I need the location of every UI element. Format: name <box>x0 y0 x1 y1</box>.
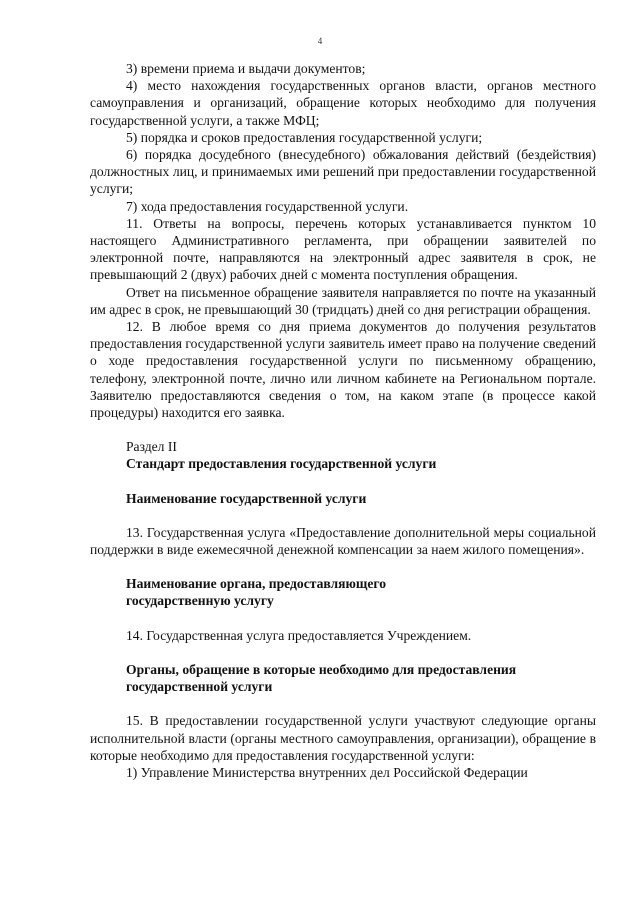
list-item-3: 3) времени приема и выдачи документов; <box>126 61 366 76</box>
heading-organs-line-2: государственной услуги <box>126 679 273 695</box>
heading-organs-line-1: Органы, обращение в которые необходимо для предоставления <box>126 661 517 677</box>
paragraph-14: 14. Государственная услуга предоставляется Учреждением. <box>126 627 472 643</box>
list-item-5: 5) порядка и сроков предоставления государственной услуги; <box>126 129 483 145</box>
paragraph-15-item-1: 1) Управление Министерства внутренних дел Российской Федерации <box>126 764 528 780</box>
section-title: Стандарт предоставления государственной услуги <box>126 456 437 472</box>
paragraph-15: 15. В предоставлении государственной услуги участвуют следующие органы исполнительной власти (органы местного самоуправления, организации), обращение в которые необходимо для предоставления государственной услуги: <box>90 713 596 763</box>
paragraph-11-reply: Ответ на письменное обращение заявителя направляется по почте на указанный им адрес в срок, не превышающий 30 (тридцать) дней со дня регистрации обращения. <box>90 284 596 317</box>
page-number: 4 <box>317 36 323 46</box>
list-item-6: 6) порядка досудебного (внесудебного) обжалования действий (бездействия) должностных лиц, и принимаемых ими решений при предоставлении государственной услуги; <box>90 147 596 197</box>
paragraph-11: 11. Ответы на вопросы, перечень которых устанавливается пунктом 10 настоящего Административного регламента, при обращении заявителей по электронной почте, направляются на электронный адрес заявителя в срок, не превышающий 2 (двух) рабочих дней с момента поступления обращения. <box>90 215 596 283</box>
heading-organ-line-1: Наименование органа, предоставляющего <box>126 576 387 592</box>
section-label: Раздел II <box>126 439 177 455</box>
paragraph-12: 12. В любое время со дня приема документов до получения результатов предоставления государственной услуги заявитель имеет право на получение сведений о ходе предоставления государственной услуги по письменному обращению, телефону, электронной почте, лично или личном кабинете на Региональном портале. Заявителю предоставляются сведения о том, на каком этапе (в процессе какой процедуры) находится его заявка. <box>90 319 596 421</box>
heading-service-name: Наименование государственной услуги <box>126 490 367 506</box>
heading-organ-line-2: государственную услугу <box>126 593 274 609</box>
list-item-4: 4) место нахождения государственных органов власти, органов местного самоуправления и организаций, обращение которых необходимо для получения государственной услуги, а также МФЦ; <box>90 78 596 128</box>
paragraph-13: 13. Государственная услуга «Предоставление дополнительной меры социальной поддержки в виде ежемесячной денежной компенсации за наем жилого помещения». <box>90 524 596 558</box>
list-item-7: 7) хода предоставления государственной услуги. <box>126 198 409 214</box>
document-body <box>90 60 596 781</box>
